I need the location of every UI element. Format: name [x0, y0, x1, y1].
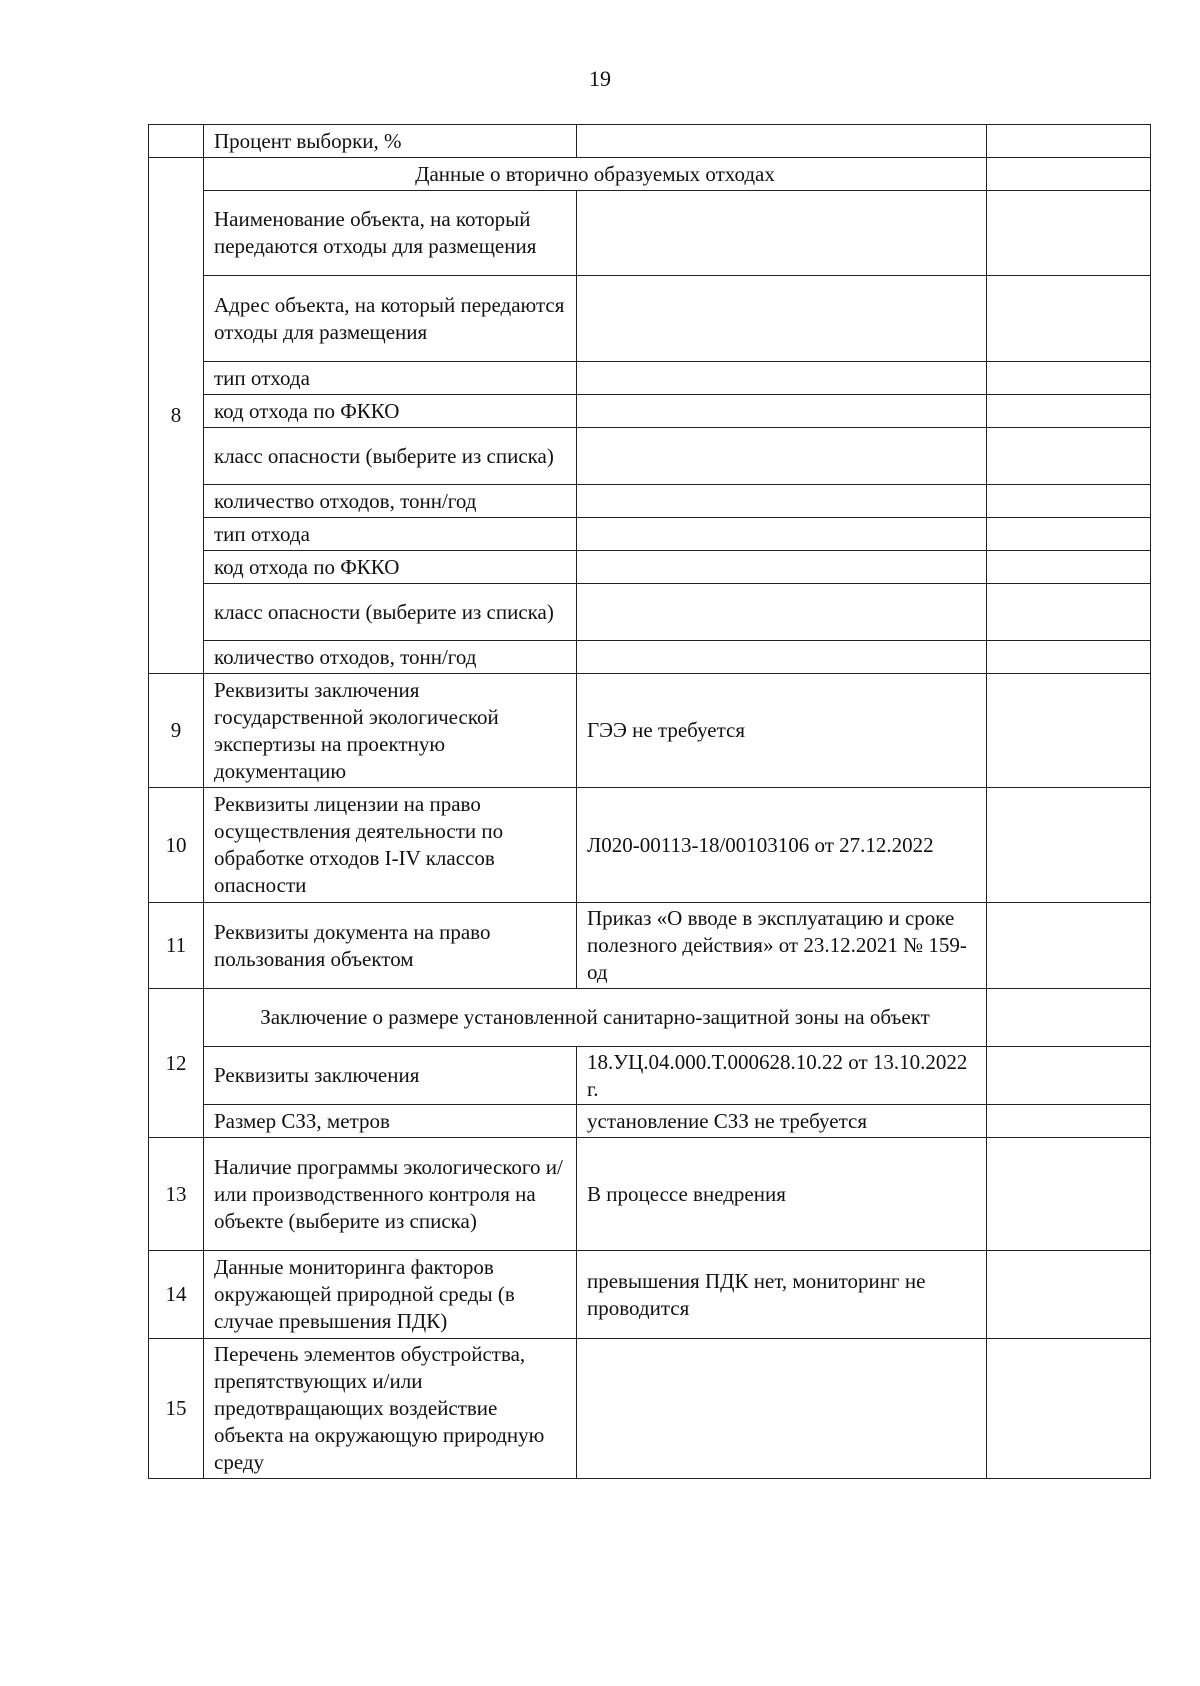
row-number: 12 [149, 989, 204, 1138]
row-number: 9 [149, 674, 204, 788]
table-row [149, 485, 1151, 518]
table-row [149, 1105, 1151, 1138]
table-row [149, 1047, 1151, 1105]
table-row [149, 276, 1151, 362]
row-extra-cell [987, 551, 1151, 584]
row-extra-cell [987, 584, 1151, 641]
table-row [149, 641, 1151, 674]
row-value [577, 584, 987, 641]
row-label: Наименование объекта, на который передаются отходы для размещения [204, 191, 577, 276]
table-row [149, 584, 1151, 641]
row-extra-cell [987, 276, 1151, 362]
row-value [577, 362, 987, 395]
row-label: Реквизиты документа на право пользования объектом [204, 903, 577, 989]
row-number: 11 [149, 903, 204, 989]
row-label: код отхода по ФККО [204, 395, 577, 428]
row-number: 10 [149, 788, 204, 903]
row-value [577, 551, 987, 584]
row-extra-cell [987, 1138, 1151, 1251]
row-label: класс опасности (выберите из списка) [204, 428, 577, 485]
table-row [149, 1138, 1151, 1251]
row-extra-cell [987, 395, 1151, 428]
table-row [149, 395, 1151, 428]
row-value [577, 395, 987, 428]
row-number: 8 [149, 158, 204, 674]
row-label: класс опасности (выберите из списка) [204, 584, 577, 641]
row-extra-cell [987, 989, 1151, 1047]
row-extra-cell [987, 1105, 1151, 1138]
row-number: 13 [149, 1138, 204, 1251]
row-label: тип отхода [204, 518, 577, 551]
row-extra-cell [987, 362, 1151, 395]
table-row [149, 191, 1151, 276]
section-header: Заключение о размере установленной санитарно-защитной зоны на объект [204, 989, 987, 1047]
row-value [577, 125, 987, 158]
table-row [149, 362, 1151, 395]
row-value [577, 641, 987, 674]
row-label: количество отходов, тонн/год [204, 641, 577, 674]
row-number: 14 [149, 1251, 204, 1339]
table-row [149, 1251, 1151, 1339]
table-row [149, 518, 1151, 551]
table-row [149, 989, 1151, 1047]
row-value: В процессе внедрения [577, 1138, 987, 1251]
row-label: количество отходов, тонн/год [204, 485, 577, 518]
row-extra-cell [987, 428, 1151, 485]
table-row [149, 788, 1151, 903]
section-header: Данные о вторично образуемых отходах [204, 158, 987, 191]
row-label: Реквизиты лицензии на право осуществления деятельности по обработке отходов I-IV классов опасности [204, 788, 577, 903]
table-row [149, 903, 1151, 989]
row-extra-cell [987, 641, 1151, 674]
table-row [149, 158, 1151, 191]
row-label: Реквизиты заключения [204, 1047, 577, 1105]
table-row [149, 551, 1151, 584]
row-value [577, 276, 987, 362]
row-label: Адрес объекта, на который передаются отходы для размещения [204, 276, 577, 362]
row-extra-cell [987, 125, 1151, 158]
row-extra-cell [987, 485, 1151, 518]
row-extra-cell [987, 158, 1151, 191]
row-extra-cell [987, 1339, 1151, 1479]
row-extra-cell [987, 903, 1151, 989]
row-value [577, 518, 987, 551]
row-extra-cell [987, 788, 1151, 903]
table-row [149, 428, 1151, 485]
table-row [149, 125, 1151, 158]
table-row [149, 674, 1151, 788]
row-extra-cell [987, 518, 1151, 551]
row-value: превышения ПДК нет, мониторинг не проводится [577, 1251, 987, 1339]
row-label: Процент выборки, % [204, 125, 577, 158]
page-number: 19 [589, 66, 611, 91]
row-label: Размер СЗЗ, метров [204, 1105, 577, 1138]
row-value: Л020-00113-18/00103106 от 27.12.2022 [577, 788, 987, 903]
row-extra-cell [987, 1251, 1151, 1339]
row-label: код отхода по ФККО [204, 551, 577, 584]
row-label: Данные мониторинга факторов окружающей природной среды (в случае превышения ПДК) [204, 1251, 577, 1339]
data-table [148, 124, 1151, 1479]
row-extra-cell [987, 1047, 1151, 1105]
row-label: Перечень элементов обустройства, препятствующих и/или предотвращающих воздействие объекта на окружающую природную среду [204, 1339, 577, 1479]
row-value: 18.УЦ.04.000.Т.000628.10.22 от 13.10.2022 г. [577, 1047, 987, 1105]
row-value [577, 191, 987, 276]
row-extra-cell [987, 674, 1151, 788]
row-value: ГЭЭ не требуется [577, 674, 987, 788]
row-label: тип отхода [204, 362, 577, 395]
row-value [577, 485, 987, 518]
row-value [577, 1339, 987, 1479]
row-number-cell [149, 125, 204, 158]
table-row [149, 1339, 1151, 1479]
row-value: Приказ «О вводе в эксплуатацию и сроке полезного действия» от 23.12.2021 № 159-од [577, 903, 987, 989]
row-value [577, 428, 987, 485]
row-label: Реквизиты заключения государственной экологической экспертизы на проектную документацию [204, 674, 577, 788]
row-extra-cell [987, 191, 1151, 276]
row-number: 15 [149, 1339, 204, 1479]
row-value: установление СЗЗ не требуется [577, 1105, 987, 1138]
row-label: Наличие программы экологического и/или производственного контроля на объекте (выберите из списка) [204, 1138, 577, 1251]
